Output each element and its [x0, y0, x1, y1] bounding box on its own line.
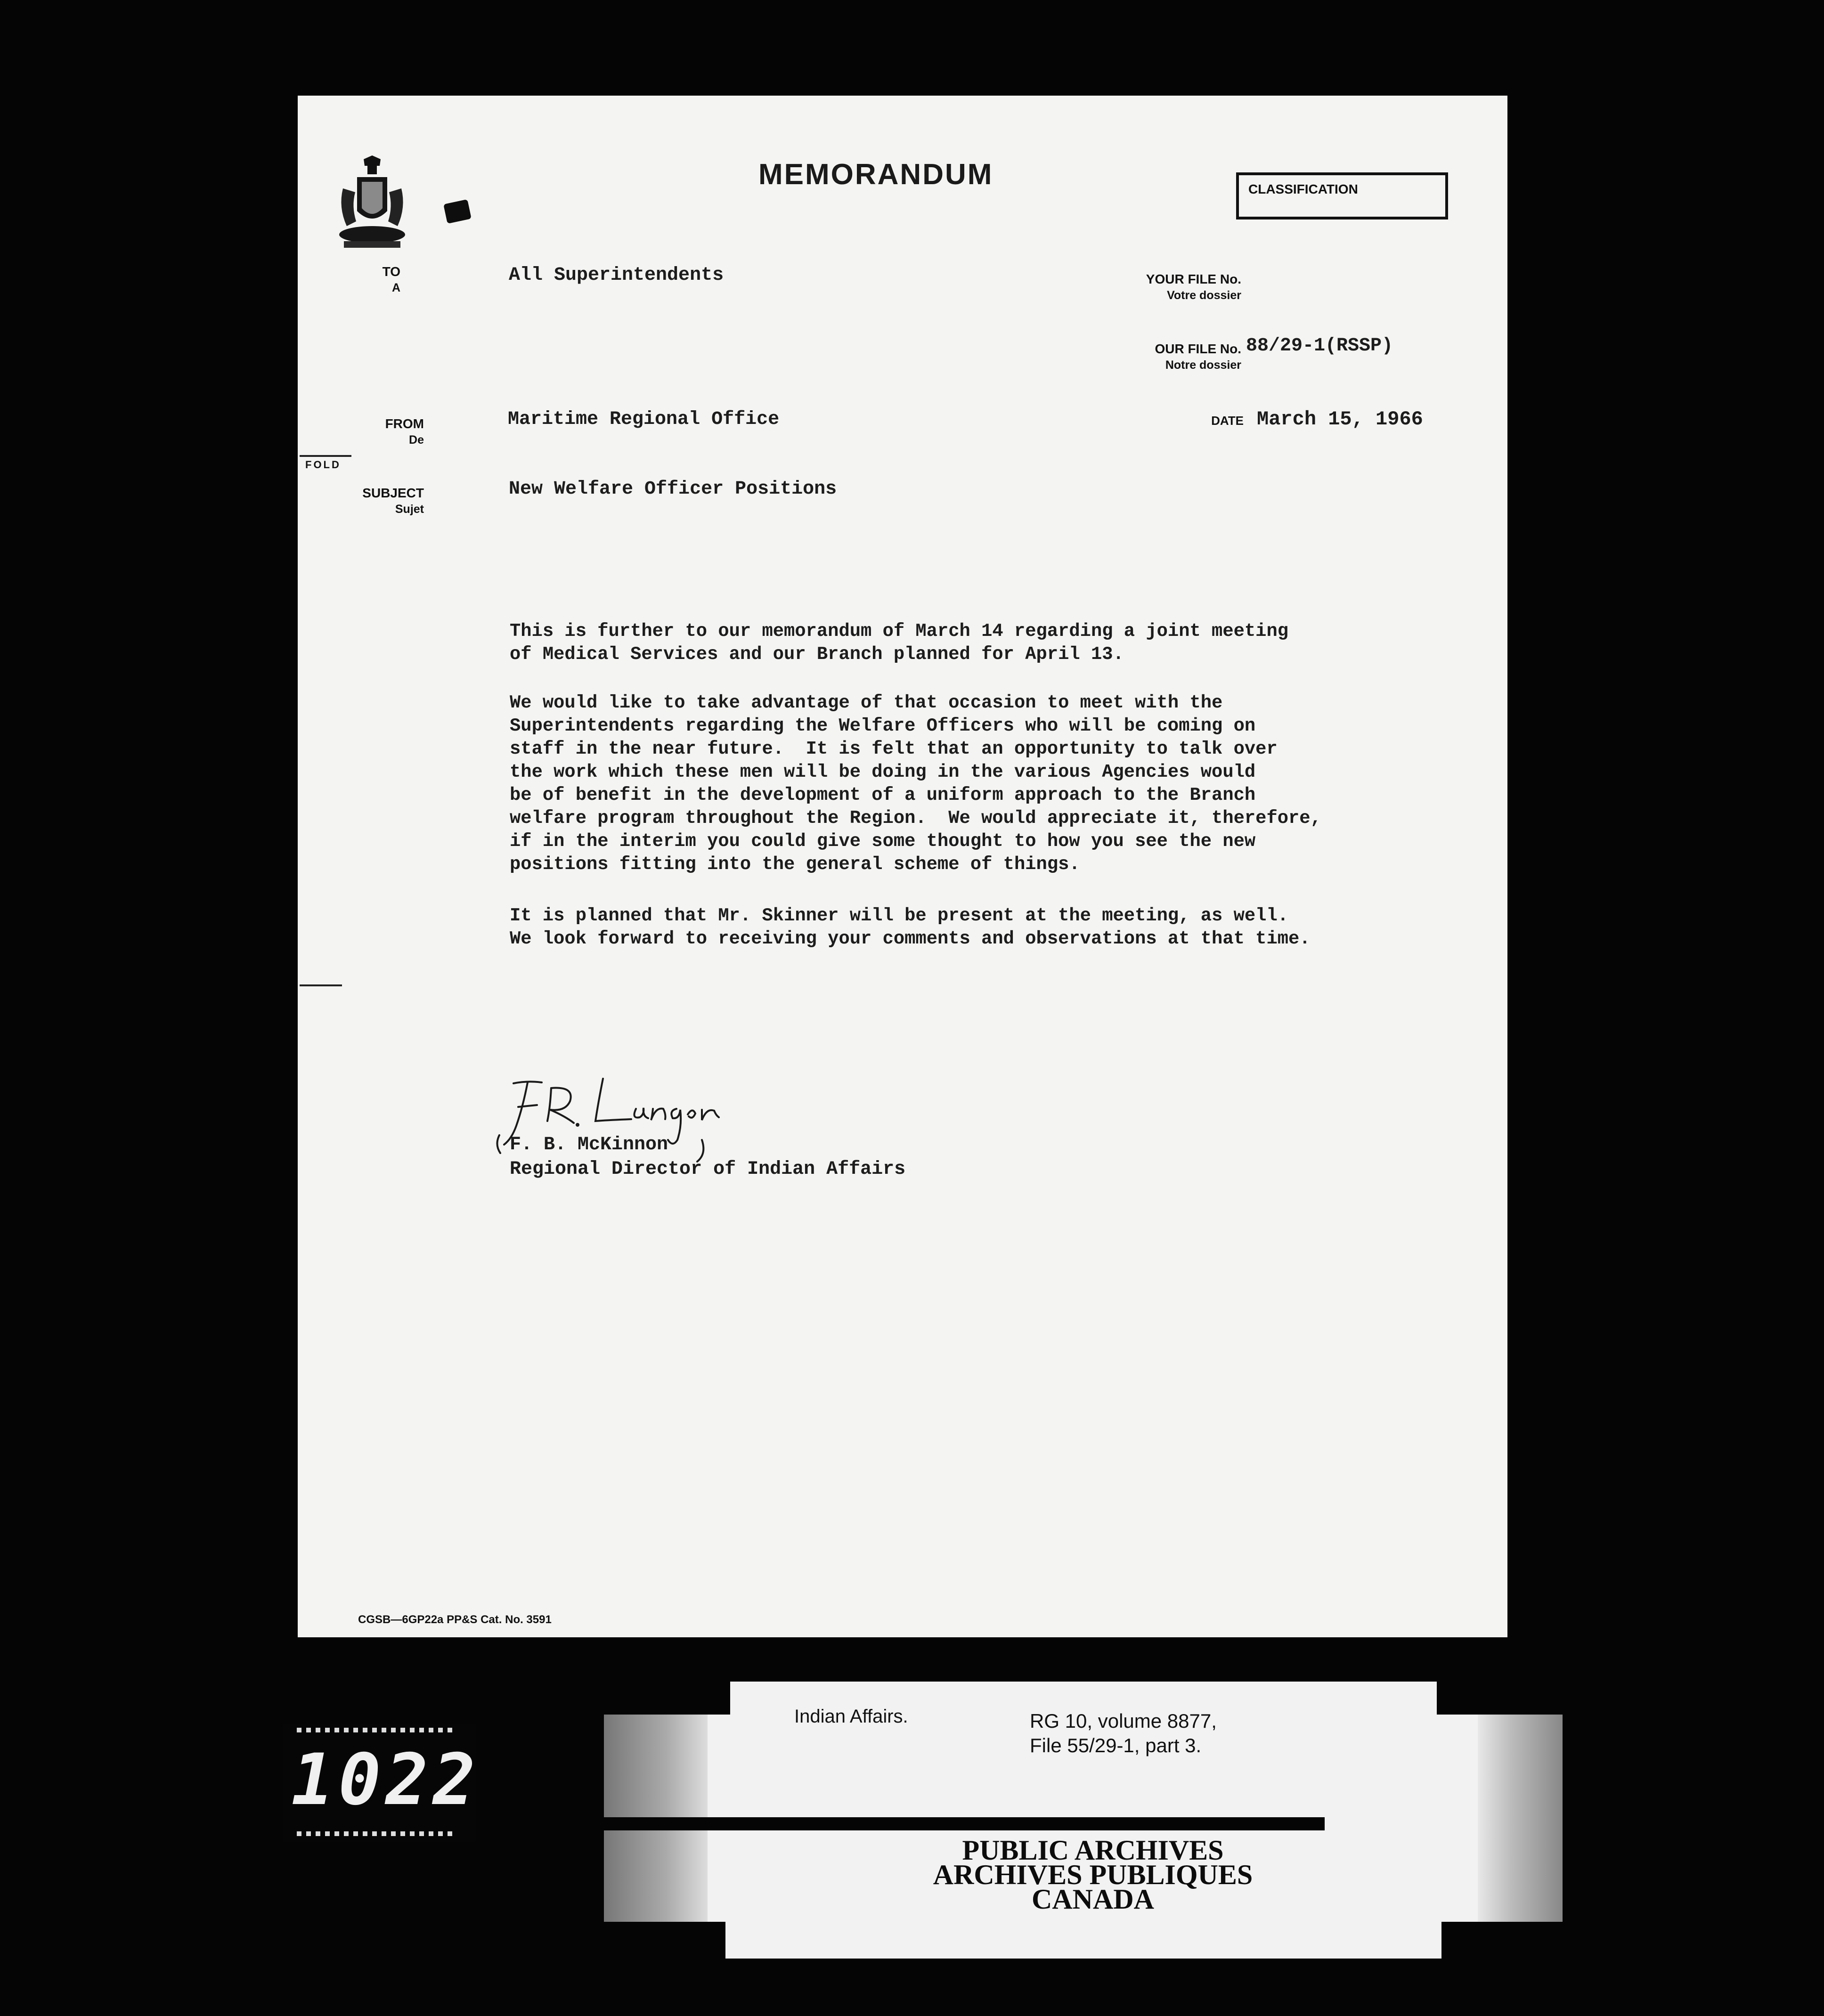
- archive-country: CANADA: [1032, 1884, 1154, 1915]
- signatory-title: Regional Director of Indian Affairs: [510, 1159, 906, 1180]
- from-value: Maritime Regional Office: [508, 409, 780, 430]
- date-label: DATE: [1211, 414, 1244, 428]
- body-paragraph-2: We would like to take advantage of that occasion to meet with the Superintendents regarding the Welfare Officers who will be coming on staff in the near future. It is felt that an opportunity to talk over the work which these men will be doing in the various Agencies would be of benefit in the development of a uniform approach to the Branch welfare program throughout the Region. We would appreciate it, therefore, if in the interim you could give some thought to how you see the new positions fitting into the general scheme of things.: [510, 692, 1321, 875]
- date-value: March 15, 1966: [1257, 408, 1423, 431]
- fold-mark-line-lower: [300, 984, 342, 986]
- signatory-name: F. B. McKinnon: [510, 1134, 668, 1155]
- your-file-block: [1083, 271, 1241, 303]
- subject-value: New Welfare Officer Positions: [509, 479, 837, 500]
- archive-card-bottom: [725, 1922, 1441, 1959]
- to-value: All Superintendents: [509, 265, 724, 286]
- your-file-label-fr: Votre dossier: [1167, 289, 1241, 302]
- fold-label: FOLD: [305, 459, 341, 471]
- archive-name-en: PUBLIC ARCHIVES: [962, 1835, 1224, 1866]
- card-divider: [604, 1817, 1325, 1830]
- to-label-fr: A: [391, 281, 400, 294]
- film-sprocket-bottom: [297, 1831, 457, 1836]
- subject-label: SUBJECT: [362, 486, 424, 500]
- from-label-block: [358, 416, 424, 448]
- film-sprocket-top: [297, 1728, 457, 1732]
- subject-label-block: [349, 485, 424, 517]
- frame-number-text: 1022: [291, 1739, 480, 1821]
- card-fonds: Indian Affairs.: [794, 1706, 908, 1727]
- archive-name-fr: ARCHIVES PUBLIQUES: [933, 1859, 1253, 1890]
- coat-of-arms-icon: [334, 155, 410, 254]
- subject-label-fr: Sujet: [395, 503, 424, 516]
- our-file-block: [1083, 341, 1241, 373]
- our-file-value: 88/29-1(RSSP): [1246, 335, 1393, 357]
- classification-label: CLASSIFICATION: [1248, 182, 1358, 196]
- from-label-fr: De: [409, 433, 424, 447]
- card-reference-line-1: RG 10, volume 8877,: [1030, 1710, 1217, 1732]
- to-label-block: [358, 264, 400, 296]
- from-label: FROM: [385, 416, 424, 431]
- card-reference-line-2: File 55/29-1, part 3.: [1030, 1734, 1202, 1756]
- form-catalogue-code: CGSB—6GP22a PP&S Cat. No. 3591: [358, 1613, 552, 1626]
- microfilm-frame-number: [283, 1724, 480, 1842]
- fold-mark-line: [300, 455, 351, 457]
- memo-title: MEMORANDUM: [758, 158, 993, 191]
- our-file-label-fr: Notre dossier: [1165, 358, 1241, 372]
- card-shadow-right: [1478, 1715, 1563, 1922]
- classification-box: [1236, 172, 1448, 219]
- body-paragraph-3: It is planned that Mr. Skinner will be present at the meeting, as well. We look forward to receiving your comments and observations at that time.: [510, 905, 1311, 949]
- to-label: TO: [382, 264, 400, 279]
- our-file-label: OUR FILE No.: [1155, 341, 1241, 356]
- body-paragraph-1: This is further to our memorandum of March 14 regarding a joint meeting of Medical Services and our Branch planned for April 13.: [510, 621, 1289, 665]
- your-file-label: YOUR FILE No.: [1146, 272, 1241, 286]
